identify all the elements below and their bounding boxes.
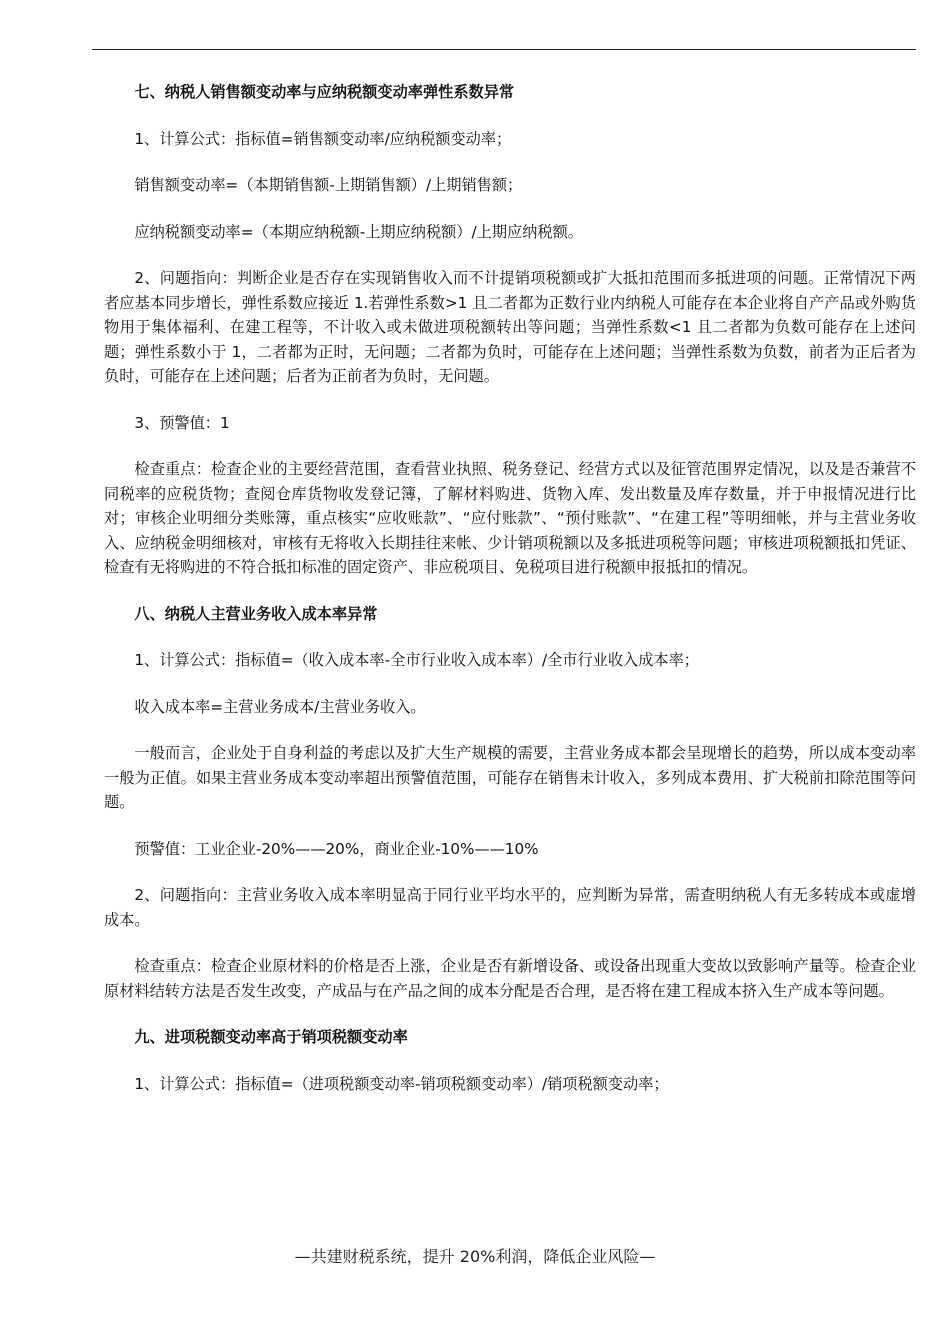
page-footer: —共建财税系统，提升 20%利润，降低企业风险— bbox=[294, 1247, 656, 1266]
section-7-problem: 2、问题指向：判断企业是否存在实现销售收入而不计提销项税额或扩大抵扣范围而多抵进项的问题。正常情况下两者应基本同步增长，弹性系数应接近 1.若弹性系数>1 且二者都为正数行业内纳税人可能存在本企业将自产产品或外购货物用于集体福利、在建工程等，不计收入或未做进项税额转出等问题；当弹性系数<1 且二者都为负数可能存在上述问题；弹性系数小于 1，二者都为正时，无问题；二者都为负时，可能存在上述问题；当弹性系数为负数，前者为正后者为负时，可能存在上述问题；后者为正前者为负时，无问题。 bbox=[104, 269, 916, 385]
section-8-explanation: 一般而言，企业处于自身利益的考虑以及扩大生产规模的需要，主营业务成本都会呈现增长的趋势，所以成本变动率一般为正值。如果主营业务成本变动率超出预警值范围，可能存在销售未计收入，多列成本费用、扩大税前扣除范围等问题。 bbox=[104, 744, 916, 811]
section-8-title: 八、纳税人主营业务收入成本率异常 bbox=[134, 604, 378, 623]
section-7-title: 七、纳税人销售额变动率与应纳税额变动率弹性系数异常 bbox=[134, 83, 515, 101]
section-7-formula: 1、计算公式：指标值=销售额变动率/应纳税额变动率； bbox=[134, 129, 512, 148]
section-7-tax-rate: 应纳税额变动率=（本期应纳税额-上期应纳税额）/上期应纳税额。 bbox=[134, 222, 583, 241]
section-9-title: 九、进项税额变动率高于销项税额变动率 bbox=[134, 1028, 408, 1046]
section-9-formula: 1、计算公式：指标值=（进项税额变动率-销项税额变动率）/销项税额变动率； bbox=[134, 1074, 669, 1093]
section-8-formula: 1、计算公式：指标值=（收入成本率-全市行业收入成本率）/全市行业收入成本率； bbox=[134, 651, 699, 669]
section-8-problem: 2、问题指向：主营业务收入成本率明显高于同行业平均水平的，应判断为异常，需查明纳税人有无多转成本或虚增成本。 bbox=[104, 886, 916, 929]
section-8-inspection: 检查重点：检查企业原材料的价格是否上涨，企业是否有新增设备、或设备出现重大变故以致影响产量等。检查企业原材料结转方法是否发生改变，产成品与在产品之间的成本分配是否合理，是否将在建工程成本挤入生产成本等问题。 bbox=[104, 957, 916, 1000]
section-7-threshold: 3、预警值：1 bbox=[134, 413, 230, 432]
section-7-inspection: 检查重点：检查企业的主要经营范围，查看营业执照、税务登记、经营方式以及征管范围界定情况，以及是否兼营不同税率的应税货物；查阅仓库货物收发登记簿，了解材料购进、货物入库、发出数量及库存数量，并于申报情况进行比对；审核企业明细分类账簿，重点核实“应收账款”、“应付账款”、“预付账款”、“在建工程”等明细帐，并与主营业务收入、应纳税金明细核对，审核有无将收入长期挂往来帐、少计销项税额以及多抵进项税等问题；审核进项税额抵扣凭证、检查有无将购进的不符合抵扣标准的固定资产、非应税项目、免税项目进行税额申报抵扣的情况。 bbox=[104, 460, 916, 576]
header-rule bbox=[92, 49, 916, 50]
section-8-cost-rate: 收入成本率=主营业务成本/主营业务收入。 bbox=[134, 697, 426, 716]
document-body bbox=[104, 80, 916, 1096]
section-7-sales-rate: 销售额变动率=（本期销售额-上期销售额）/上期销售额； bbox=[134, 176, 523, 194]
section-8-threshold: 预警值：工业企业-20%——20%，商业企业-10%——10% bbox=[134, 839, 539, 858]
